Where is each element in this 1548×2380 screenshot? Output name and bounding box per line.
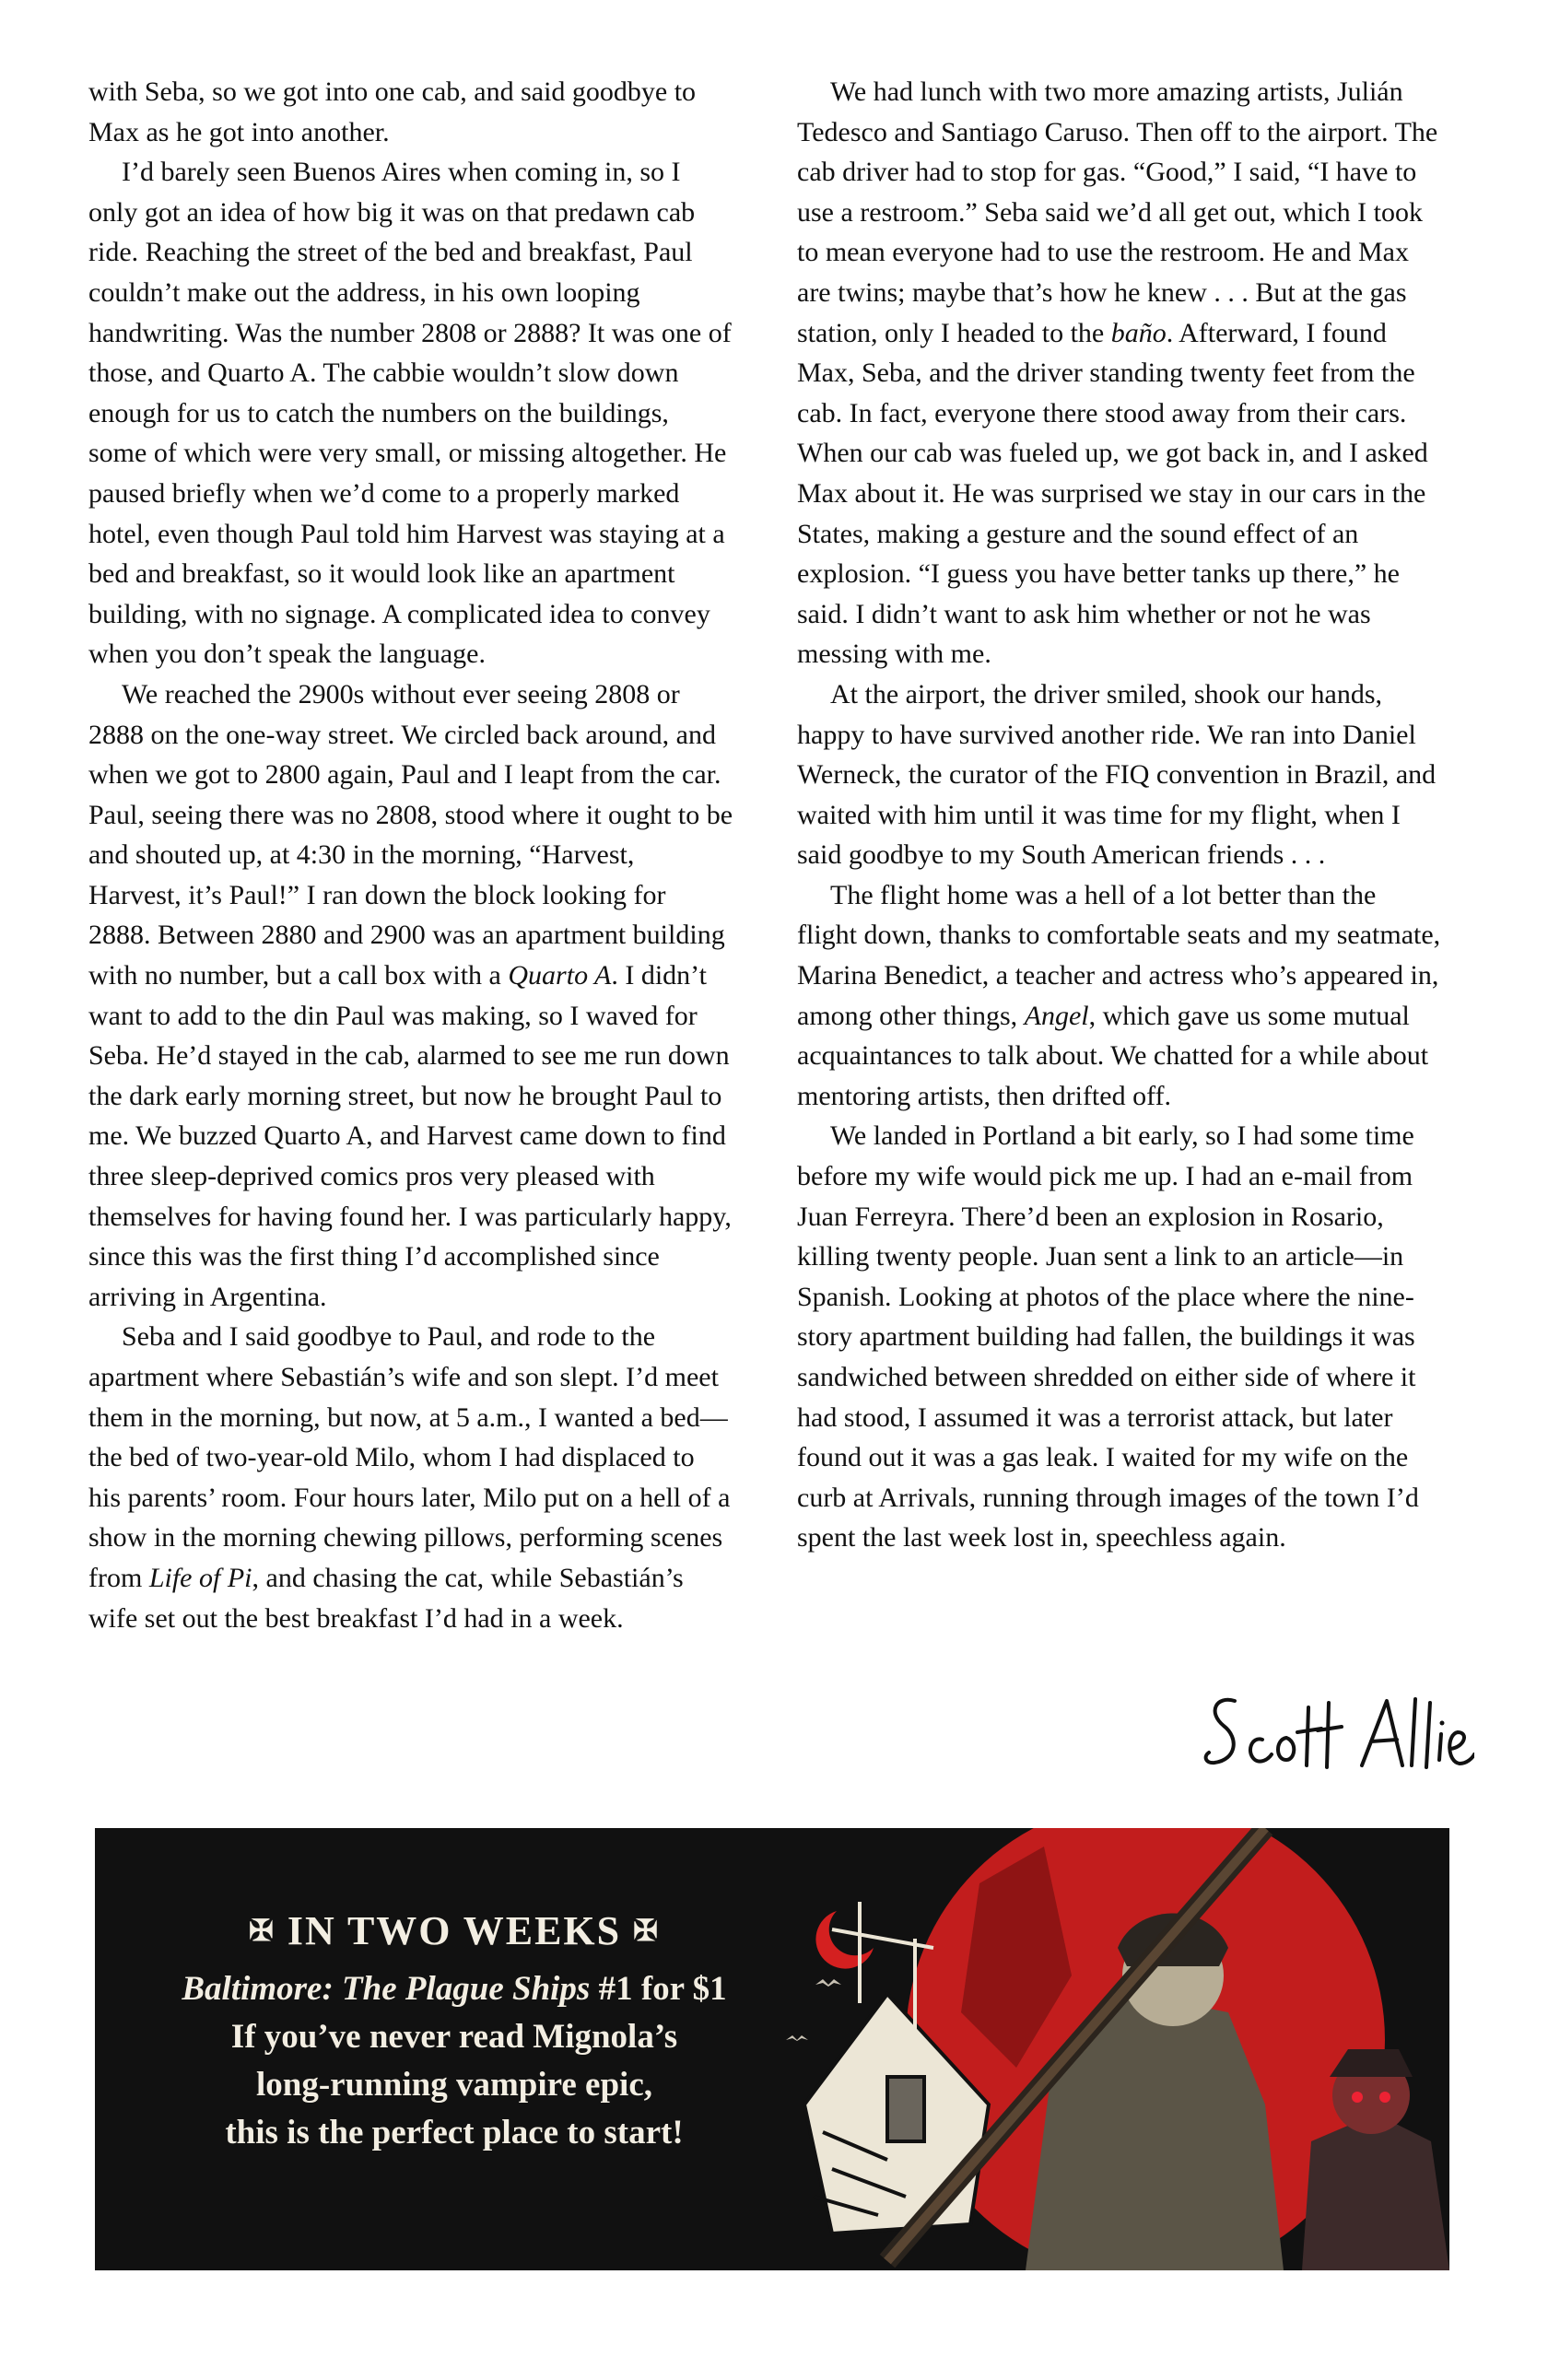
paragraph: We reached the 2900s without ever seeing 2808 or 2888 on the one-way street. We circled back around, and when we got to 2800 again, Paul and I leapt from the car. Paul, seeing there was no 2808, stood where it ought to be and shouted up, at 4:30 in the morning, “Harvest, Harvest, it’s Paul!” I ran down the block looking for 2888. Between 2880 and 2900 was an apartment building with no number, but a call box with a Quarto A. I didn’t want to add to the din Paul was making, so I waved for Seba. He’d stayed in the cab, alarmed to see me run down the dark early morning street, but now he brought Paul to me. We buzzed Quarto A, and Harvest came down to find three sleep-deprived comics pros very pleased with themselves for having found her. I was particularly happy, since this was the first thing I’d accomplished since arriving in Argentina.: [88, 678, 733, 1312]
paragraph: I’d barely seen Buenos Aires when coming in, so I only got an idea of how big it was on that predawn cab ride. Reaching the street of the bed and breakfast, Paul couldn’t make out the address, in his own looping handwriting. Was the number 2808 or 2888? It was one of those, and Quarto A. The cabbie wouldn’t slow down enough for us to catch the numbers on the buildings, some of which were very small, or missing altogether. He paused briefly when we’d come to a properly marked hotel, even though Paul told him Harvest was staying at a bed and breakfast, so it would look like an apartment building, with no signage. A complicated idea to convey when you don’t speak the language.: [88, 157, 732, 670]
promo-line: If you’ve never read Mignola’s: [230, 2018, 678, 2056]
promo-line: long-running vampire epic,: [256, 2066, 652, 2104]
paragraph: Seba and I said goodbye to Paul, and rode to the apartment where Sebastián’s wife and son slept. I’d meet them in the morning, but now, at 5 a.m., I wanted a bed—the bed of two-year-old Milo, whom I had displaced to his parents’ room. Four hours later, Milo put on a hell of a show in the morning chewing pillows, performing scenes from Life of Pi, and chasing the cat, while Sebastián’s wife set out the best breakfast I’d had in a week.: [88, 1321, 731, 1634]
paragraph: We had lunch with two more amazing artists, Julián Tedesco and Santiago Caruso. Then off to the airport. The cab driver had to stop for gas. “Good,” I said, “I have to use a restroom.” Seba said we’d all get out, which I took to mean everyone had to use the restroom. He and Max are twins; maybe that’s how he knew . . . But at the gas station, only I headed to the baño. Afterward, I found Max, Seba, and the driver standing twenty feet from the cab. In fact, everyone there stood away from their cars. When our cab was fueled up, we got back in, and I asked Max about it. He was surprised we stay in our cars in the States, making a gesture and the sound effect of an explosion. “I guess you have better tanks up there,” he said. I didn’t want to ask him whether or not he was messing with me.: [797, 76, 1438, 670]
author-signature: [1198, 1675, 1474, 1795]
promo-line: this is the perfect place to start!: [225, 2114, 684, 2151]
promo-headline: ✠ IN TWO WEEKS ✠: [249, 1908, 660, 1953]
paragraph: The flight home was a hell of a lot better than the flight down, thanks to comfortable seats and my seatmate, Marina Benedict, a teacher and actress who’s appeared in, among other things, Angel, which gave us some mutual acquaintances to talk about. We chatted for a while about mentoring artists, then drifted off.: [797, 879, 1441, 1111]
promo-illustration: [749, 1828, 1449, 2270]
maltese-cross-icon: ✠: [633, 1914, 660, 1947]
promo-text: [132, 1902, 777, 2157]
promo-banner: [95, 1828, 1449, 2270]
paragraph: We landed in Portland a bit early, so I had some time before my wife would pick me up. I had an e-mail from Juan Ferreyra. There’d been an explosion in Rosario, killing twenty people. Juan sent a link to an article—in Spanish. Looking at photos of the place where the nine-story apartment building had fallen, the buildings it was sandwiched between shredded on either side of where it had stood, I assumed it was a terrorist attack, but later found out it was a gas leak. I waited for my wife on the curb at Arrivals, running through images of the town I’d spent the last week lost in, speechless again.: [797, 1120, 1419, 1553]
promo-title: Baltimore: The Plague Ships #1 for $1: [182, 1970, 727, 2008]
left-article-column: [88, 72, 733, 1638]
paragraph: At the airport, the driver smiled, shook our hands, happy to have survived another ride. We ran into Daniel Werneck, the curator of the FIQ convention in Brazil, and waited with him until it was time for my flight, when I said goodbye to my South American friends . . .: [797, 678, 1437, 871]
right-article-column: [797, 72, 1442, 1558]
maltese-cross-icon: ✠: [249, 1914, 276, 1947]
paragraph: with Seba, so we got into one cab, and said goodbye to Max as he got into another.: [88, 76, 697, 147]
